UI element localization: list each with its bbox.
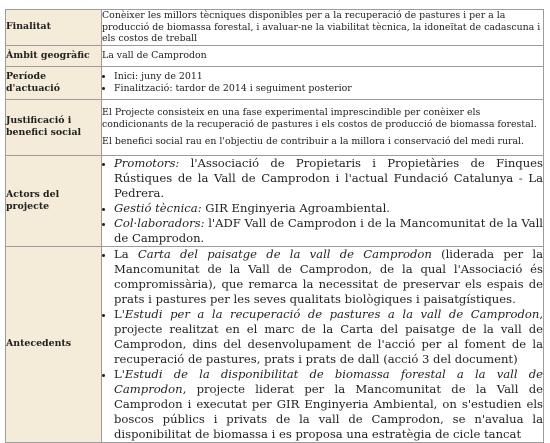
actor-text: l'Associació de Propietaris i Propietàries de Finques Rústiques de la Vall de Camprodon i l'actual Fundació Catalunya - La Pedrera. [114, 155, 543, 200]
justificacio-paragraph-1: El Projecte consisteix en una fase experimental imprescindible per conèixer els condicionants de la recuperació de pastures i els costos de producció de biomassa forestal. [102, 107, 537, 130]
antecedent-title: Estudi per a la recuperació de pastures a la vall de Camprodon [124, 306, 540, 321]
actors-list [102, 156, 543, 246]
list-item [114, 247, 543, 307]
row-finalitat [6, 10, 544, 46]
antecedent-text: (liderada per la Mancomunitat de la Vall de Camprodon, de la qual l'Associació és compromissària), que remarca la necessitat de preservar els espais de prats i pastures per les seves qualitats biològiques i paisatgístiques. [114, 246, 543, 306]
label-finalitat: Finalitat [6, 10, 102, 46]
antecedent-text: , projecte liderat per la Mancomunitat de la Vall de Camprodon i executat per GIR Enginyeria Ambiental, on s'estudien els boscos públics i privats de la vall de Camprodon, se n'avalua la disponibilitat de biomassa i es proposa una estratègia de cicle tancat [114, 381, 543, 441]
list-item [114, 367, 543, 442]
value-justificacio [102, 99, 544, 155]
row-ambit [6, 45, 544, 66]
actor-role: Col·laboradors: [114, 215, 205, 230]
actor-text: l'ADF Vall de Camprodon i de la Mancomunitat de la Vall de Camprodon. [114, 215, 543, 245]
antecedent-prefix: L' [114, 306, 125, 321]
row-antecedents [6, 246, 544, 442]
value-finalitat: Conèixer les millors tècniques disponibles per a la recuperació de pastures i per a la producció de biomassa forestal, i avaluar-ne la viabilitat tècnica, la idoneïtat de cadascuna i els costos de treball [102, 10, 544, 46]
antecedent-title: Estudi de la disponibilitat de biomassa forestal a la vall de Camprodon [114, 366, 543, 396]
value-ambit: La vall de Camprodon [102, 45, 544, 66]
actor-text: GIR Enginyeria Agroambiental. [201, 200, 390, 215]
antecedents-list [102, 247, 543, 442]
list-item [114, 156, 543, 201]
antecedent-title: Carta del paisatge de la vall de Camprodon [137, 246, 432, 261]
row-justificacio [6, 99, 544, 155]
antecedent-prefix: La [114, 246, 138, 261]
antecedent-text: , projecte realitzat en el marc de la Carta del paisatge de la vall de Camprodon, dins del desenvolupament de l'acció per al foment de la recuperació de pastures, prats i prats de dall (acció 3 del document) [114, 306, 543, 366]
label-actors: Actors del projecte [6, 155, 102, 246]
value-actors [102, 155, 544, 246]
list-item [114, 216, 543, 246]
row-actors [6, 155, 544, 246]
list-item: • Inici: juny de 2011 [114, 71, 543, 83]
list-item [114, 201, 543, 216]
periode-list [102, 71, 543, 94]
list-item [114, 307, 543, 367]
label-ambit: Àmbit geogràfic [6, 45, 102, 66]
actor-role: Gestió tècnica: [114, 200, 202, 215]
justificacio-paragraph-2: El benefici social rau en l'objectiu de contribuir a la millora i conservació del medi rural. [102, 135, 525, 147]
label-justificacio: Justificació i benefici social [6, 99, 102, 155]
value-periode [102, 66, 544, 99]
list-item: • Finalització: tardor de 2014 i seguiment posterior [114, 83, 543, 95]
antecedent-prefix: L' [114, 366, 125, 381]
actor-role: Promotors: [114, 155, 180, 170]
label-periode: Període d'actuació [6, 66, 102, 99]
label-antecedents: Antecedents [6, 246, 102, 442]
project-info-table [5, 9, 544, 443]
value-antecedents [102, 246, 544, 442]
row-periode [6, 66, 544, 99]
